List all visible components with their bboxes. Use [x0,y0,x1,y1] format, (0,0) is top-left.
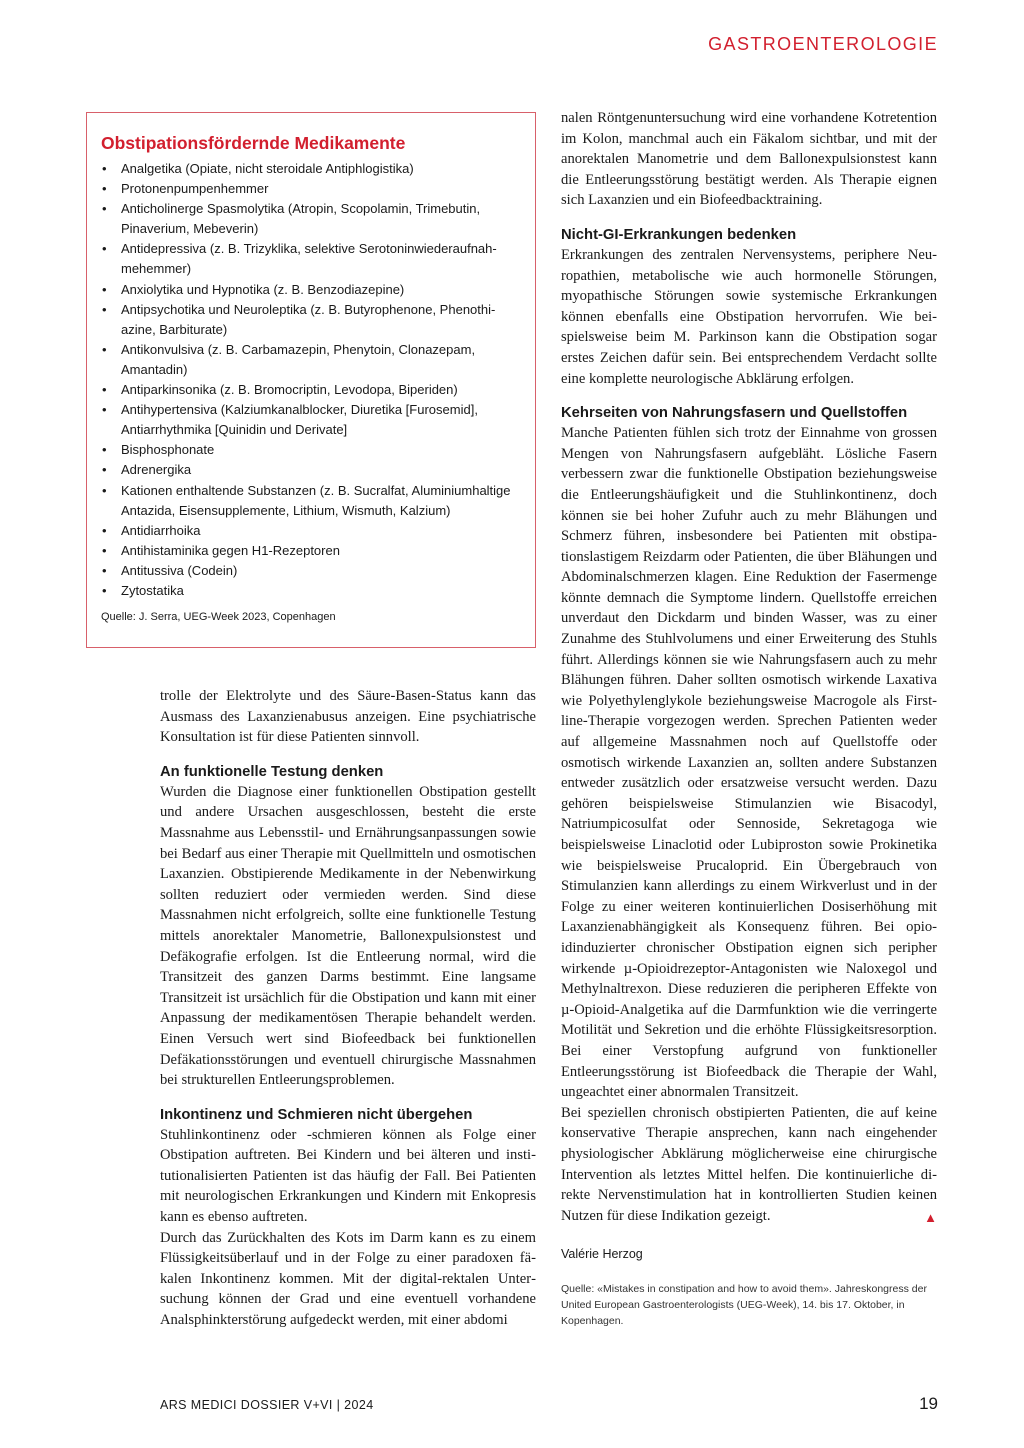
bullet-icon: • [102,241,107,257]
paragraph: nalen Röntgenuntersuchung wird eine vorhandene Kotretention im Kolon, manchmal auch ein Fäkalom sichtbar, und mit der anorektalen Manometrie und dem Ballonexpulsionstest kann die Entleerungsstörung bestätigt werden. Als Therapie eignen sich Laxanzien und ein Biofeedbacktraining. [561,110,937,209]
list-item [101,199,521,239]
list-item-text: Zytostatika [121,582,184,598]
list-item [101,521,521,541]
list-item-text: Analgetika (Opiate, nicht steroidale Antiphlogistika) [121,161,414,176]
paragraph: Manche Patienten fühlen sich trotz der Einnahme von grossen Mengen von Nahrungsfasern aufgebläht. Lösliche Fasern verbessern zwar die funktionelle Obstipation beziehungsweise die Entleerungshäufigkeit und die Stuhlinkontinenz, doch können sie bei hoher Zufuhr auch zu mehr Blähungen und Schmerz führen, insbesondere bei Patienten mit obstipationslastigem Reizdarm oder Patienten, die über Blähungen und Abdominalschmerzen klagen. Eine Reduktion der Fasermenge könnte demnach die Symptome lindern. Quellstoffe erreichen unverdaut den Dickdarm und binden Wasser, was zu einer Zunahme des Stuhlvolumens und einer Erweiterung des Stuhls führt. Allerdings können sie wie Nahrungsfasern auch zu mehr Blähungen führen. Daher sollten osmotisch wirkende Laxativa wie Polyethylenglykole beziehungsweise Macrogole als First-line-Therapie vorgezogen werden. Sprechen Patienten weder auf allgemeine Massnahmen noch auf Quellstoffe oder osmotisch wirkende Laxanzien an, sollten andere Substanzen entweder zusätzlich oder ersatzweise versucht werden. Dazu gehören beispielsweise Stimulanzien wie Bisacodyl, Natriumpicosulfat oder Sennoside, Sekretagoga wie beispielsweise Linaclotid oder Lubiproston sowie Prokinetika wie beispielsweise Prucaloprid. Ein Übergebrauch von Stimulanzien kann allerdings zu einem Wirkverlust und in der Folge zu einer weiteren kontinuierlichen Dosiserhöhung mit Laxanzienabhängigkeit als Konsequenz führen. Bei opioidinduzierter chronischer Obstipation eignen sich peripher wirkende µ-Opioidrezeptor-Antagonisten wie Naloxegol und Methylnaltrexon. Diese reduzieren die peripheren Effekte von µ-Opioid-Analgetika auf die Darmfunktion wie die verringerte Motilität und Sekretion und die erhöhte Flüssigkeitsresorption. Bei einer Verstopfung aufgrund von funktioneller Entleerungsstörung ist Biofeedback die Therapie der Wahl, ungeachtet einer abnormalen Transitzeit. [561,425,937,1101]
end-triangle-icon: ▲ [924,1209,937,1225]
paragraph: trolle der Elektrolyte und des Säure-Basen-Status kann das Ausmass des Laxanzienabusus anzeigen. Eine psychiatrische Konsultation ist für diese Patienten sinnvoll. [160,688,536,746]
medication-list [101,159,521,601]
section-heading: Inkontinenz und Schmieren nicht übergehen [160,1106,473,1123]
list-item [101,481,521,521]
box-title: Obstipationsfördernde Medikamente [101,133,406,153]
list-item [101,280,521,300]
list-item [101,400,521,440]
list-item-text: Antipsychotika und Neuroleptika (z. B. Butyrophenone, Phenothiazine, Barbiturate) [121,301,496,337]
bullet-icon: • [102,341,107,357]
list-item-text: Antidiarrhoika [121,522,201,538]
bullet-icon: • [102,482,107,498]
paragraph-text: Bei speziellen chronisch obstipierten Patienten, die auf keine konservative Therapie ansprechen, kann nach eingehender physiologischer Abklärung möglicherweise eine chirurgische Intervention als letztes Mittel helfen. Die kontinuierliche direkte Nervenstimulation hat in kontrollierten Studien keinen Nutzen für diese Indikation gezeigt. [561,1104,937,1224]
bullet-icon: • [102,201,107,217]
paragraph [561,1103,937,1227]
bullet-icon: • [102,382,107,398]
section-heading: An funktionelle Testung denken [160,763,384,780]
left-column [160,686,536,1331]
list-item [101,440,521,460]
bullet-icon: • [102,161,107,176]
box-source: Quelle: J. Serra, UEG-Week 2023, Copenhagen [101,611,336,624]
bullet-icon: • [102,281,107,297]
list-item [101,300,521,340]
right-column [561,108,937,1329]
bullet-icon: • [102,562,107,578]
bullet-icon: • [102,181,107,197]
article-source: Quelle: «Mistakes in constipation and how to avoid them». Jahreskongress der United European Gastroenterologists (UEG-Week), 14. bis 17. Oktober, in Kopenhagen. [561,1282,927,1327]
list-item [101,239,521,279]
list-item [101,541,521,561]
bullet-icon: • [102,301,107,317]
list-item-text: Bisphosphonate [121,442,215,458]
section-header: GASTROENTEROLOGIE [708,34,938,54]
list-item [101,380,521,400]
list-item [101,179,521,199]
bullet-icon: • [102,462,107,478]
list-item-text: Adrenergika [121,462,192,478]
bullet-icon: • [102,582,107,598]
list-item-text: Antitussiva (Codein) [121,562,238,578]
paragraph: Durch das Zurückhalten des Kots im Darm kann es zu einem Flüssigkeitsüberlauf und in der Folge zu einer paradoxen fäkalen Inkontinenz kommen. Mit der digital-rektalen Untersuchung können der Grad und eine eventuell vorhandene Analsphinkterstörung aufgedeckt werden, mit einer abdomi [160,1229,536,1329]
section-heading: Kehrseiten von Nahrungsfasern und Quellstoffen [561,405,908,422]
list-item-text: Antidepressiva (z. B. Trizyklika, selektive Serotoninwiederaufnahmehemmer) [121,241,497,277]
list-item-text: Protonenpumpenhemmer [121,181,269,197]
list-item-text: Anxiolytika und Hypnotika (z. B. Benzodiazepine) [121,281,405,297]
list-item [101,561,521,581]
list-item-text: Antihistaminika gegen H1-Rezeptoren [121,542,340,558]
paragraph: Stuhlinkontinenz oder -schmieren können als Folge einer Obstipation auftreten. Bei Kindern und bei älteren und institutionalisierten Patienten ist das häufig der Fall. Bei Patienten mit neurologischen Erkrankungen und Kindern mit Enkopresis kann es ebenso auftreten. [160,1126,536,1226]
paragraph: Erkrankungen des zentralen Nervensystems, periphere Neuropathien, metabolische wie auch hormonelle Störungen, myopathische Störungen sowie systemische Erkrankungen können ebenfalls eine Obstipation hervorrufen. Wie beispielsweise beim M. Parkinson kann die Obstipation sogar erstes Zeichen dafür sein. Bei entsprechendem Verdacht sollte eine komplette neurologische Abklärung erfolgen. [561,246,937,387]
bullet-icon: • [102,442,107,458]
list-item [101,581,521,601]
list-item [101,340,521,380]
page-number: 19 [919,1394,938,1413]
list-item-text: Kationen enthaltende Substanzen (z. B. Sucralfat, Aluminiumhaltige Antazida, Eisensupplemente, Lithium, Wismuth, Kalzium) [121,482,511,518]
bullet-icon: • [102,522,107,538]
author-name: Valérie Herzog [561,1247,643,1262]
list-item-text: Antihypertensiva (Kalziumkanalblocker, Diuretika [Furosemid], Antiarrhythmika [Quinidin und Derivate] [121,402,478,438]
list-item [101,159,521,179]
list-item [101,460,521,480]
medication-info-box [86,112,536,648]
footer-publication: ARS MEDICI DOSSIER V+VI | 2024 [160,1398,374,1412]
bullet-icon: • [102,542,107,558]
list-item-text: Antiparkinsonika (z. B. Bromocriptin, Levodopa, Biperiden) [121,382,458,398]
list-item-text: Antikonvulsiva (z. B. Carbamazepin, Phenytoin, Clonazepam, Amantadin) [121,341,476,377]
bullet-icon: • [102,402,107,418]
paragraph: Wurden die Diagnose einer funktionellen Obstipation gestellt und andere Ursachen ausgeschlossen, besteht die erste Massnahme aus Lebensstil- und Ernährungsanpassungen sowie bei Bedarf aus einer Therapie mit Quellmitteln und osmotischen Laxanzien. Obstipierende Medikamente in der Nebenwirkung sollten reduziert oder vermieden werden. Sind diese Massnahmen nicht erfolgreich, sollte eine funktionelle Testung mittels anorektaler Manometrie, Ballonexpulsionstest und Defäkografie erfolgen. Ist die Entleerung normal, wird die Transitzeit des ganzen Darms bestimmt. Eine langsame Transitzeit ist ursächlich für die Obstipation und kann mit einer Anpassung der medikamentösen Therapie behandelt werden. Einen Versuch wert sind Biofeedback bei funktionellen Defäkationsstörungen und eventuell chirurgische Massnahmen bei strukturellen Entleerungsproblemen. [160,783,536,1089]
list-item-text: Anticholinerge Spasmolytika (Atropin, Scopolamin, Trimebutin, Pinaverium, Mebeverin) [121,201,481,237]
section-heading: Nicht-GI-Erkrankungen bedenken [561,226,797,243]
